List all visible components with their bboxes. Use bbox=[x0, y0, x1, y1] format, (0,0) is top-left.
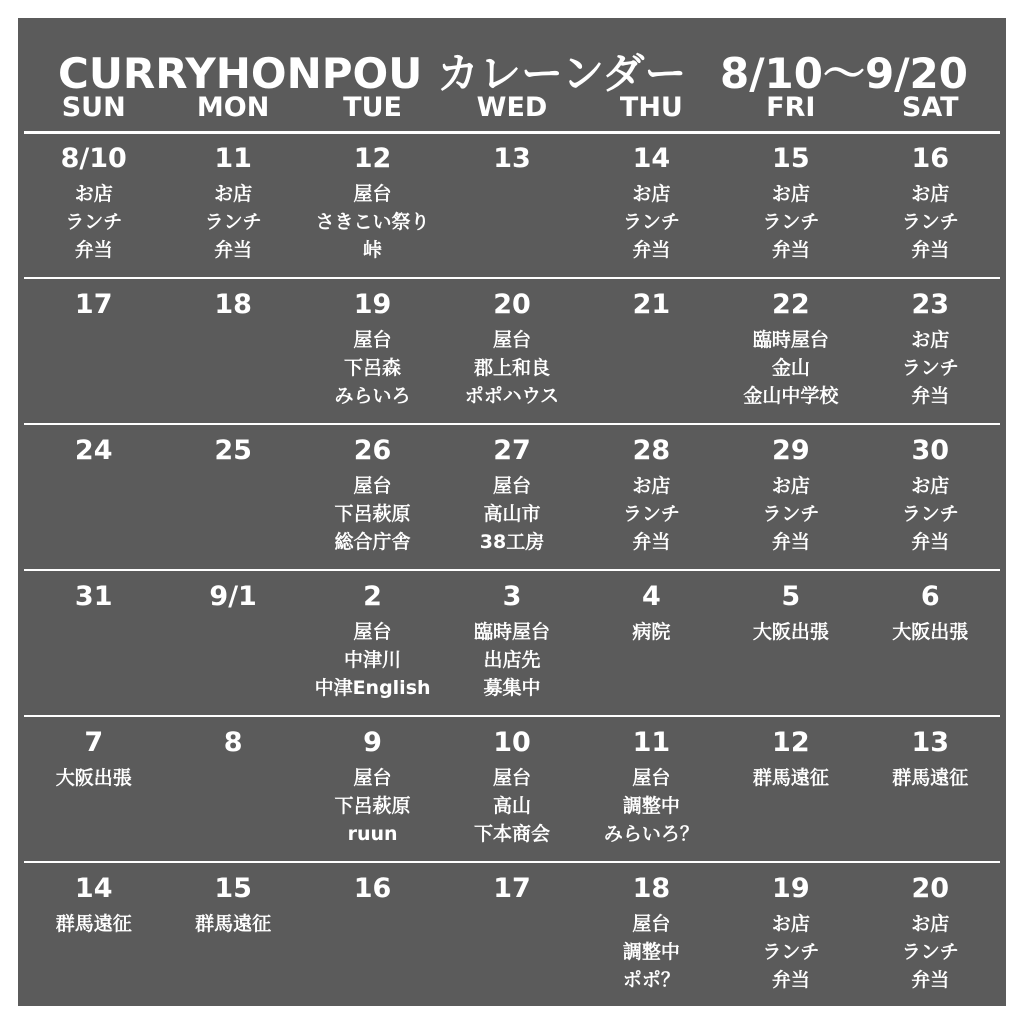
day-cell bbox=[303, 718, 442, 861]
day-date: 11 bbox=[632, 727, 671, 758]
day-date: 13 bbox=[911, 727, 950, 758]
day-date: 26 bbox=[353, 435, 392, 466]
day-event-line: ランチ bbox=[622, 503, 680, 525]
week-divider bbox=[24, 423, 1000, 425]
day-date: 18 bbox=[632, 873, 671, 904]
day-cell bbox=[163, 426, 302, 569]
day-cell bbox=[24, 426, 163, 569]
day-date: 20 bbox=[911, 873, 950, 904]
day-event-line: 下呂森 bbox=[344, 357, 402, 379]
day-event-line: 群馬遠征 bbox=[55, 913, 132, 935]
day-event-line: 弁当 bbox=[911, 385, 950, 407]
day-date: 15 bbox=[772, 143, 810, 174]
day-events bbox=[442, 618, 581, 702]
day-event-line: 弁当 bbox=[771, 239, 810, 261]
day-event-line: 臨時屋台 bbox=[473, 621, 550, 643]
day-date: 14 bbox=[632, 143, 671, 174]
day-cell bbox=[163, 718, 302, 861]
day-event-line: 中津English bbox=[314, 677, 431, 699]
day-events bbox=[721, 326, 860, 410]
day-cell bbox=[442, 864, 581, 1007]
day-cell bbox=[582, 864, 721, 1007]
day-events bbox=[721, 764, 860, 792]
day-date: 13 bbox=[493, 143, 531, 174]
week-divider bbox=[24, 861, 1000, 863]
day-date: 17 bbox=[493, 873, 531, 904]
day-event-line: 峠 bbox=[363, 239, 383, 261]
weekday-tue: TUE bbox=[343, 92, 402, 123]
weekday-wed: WED bbox=[476, 92, 548, 123]
day-cell bbox=[442, 280, 581, 423]
day-event-line: みらいろ？ bbox=[603, 823, 699, 845]
day-cell bbox=[582, 134, 721, 277]
calendar-board bbox=[18, 18, 1006, 1006]
day-cell bbox=[24, 864, 163, 1007]
day-event-line: ruun bbox=[347, 823, 398, 845]
day-date: 12 bbox=[353, 143, 392, 174]
day-event-line: 下呂萩原 bbox=[334, 795, 411, 817]
day-event-line: 中津川 bbox=[344, 649, 402, 671]
day-events bbox=[303, 326, 442, 410]
day-event-line: 募集中 bbox=[483, 677, 541, 699]
weekday-header-row bbox=[24, 88, 1000, 128]
day-events bbox=[582, 764, 721, 848]
day-events bbox=[861, 618, 1000, 646]
day-events bbox=[24, 910, 163, 938]
day-event-line: 屋台 bbox=[353, 621, 392, 643]
day-events bbox=[721, 618, 860, 646]
day-events bbox=[861, 910, 1000, 994]
day-events bbox=[721, 472, 860, 556]
day-event-line: 弁当 bbox=[771, 969, 810, 991]
weekday-thu: THU bbox=[619, 92, 683, 123]
day-event-line: 屋台 bbox=[632, 913, 671, 935]
day-events bbox=[721, 180, 860, 264]
day-event-line: 大阪出張 bbox=[55, 767, 132, 789]
week-row bbox=[24, 864, 1000, 1007]
day-cell bbox=[24, 134, 163, 277]
day-event-line: お店 bbox=[632, 183, 671, 205]
day-cell bbox=[442, 134, 581, 277]
day-events bbox=[163, 180, 302, 264]
week-row bbox=[24, 134, 1000, 277]
day-cell bbox=[861, 280, 1000, 423]
weekday-fri: FRI bbox=[766, 92, 816, 123]
day-cell bbox=[582, 426, 721, 569]
day-event-line: ランチ bbox=[762, 941, 820, 963]
day-event-line: 金山中学校 bbox=[743, 385, 839, 407]
day-event-line: ランチ bbox=[622, 211, 680, 233]
day-event-line: 弁当 bbox=[911, 531, 950, 553]
day-events bbox=[24, 764, 163, 792]
day-event-line: 屋台 bbox=[353, 767, 392, 789]
day-date: 5 bbox=[781, 581, 801, 612]
day-date: 24 bbox=[74, 435, 113, 466]
day-date: 8 bbox=[223, 727, 243, 758]
day-event-line: ランチ bbox=[901, 211, 959, 233]
day-date: 22 bbox=[772, 289, 810, 320]
week-row bbox=[24, 572, 1000, 715]
week-row bbox=[24, 426, 1000, 569]
day-date: 9/1 bbox=[209, 581, 257, 612]
day-date: 23 bbox=[911, 289, 950, 320]
day-event-line: お店 bbox=[771, 475, 810, 497]
day-date: 18 bbox=[214, 289, 252, 320]
day-event-line: 弁当 bbox=[214, 239, 253, 261]
day-event-line: 38工房 bbox=[479, 531, 545, 553]
day-cell bbox=[861, 864, 1000, 1007]
day-event-line: 郡上和良 bbox=[473, 357, 550, 379]
week-divider bbox=[24, 715, 1000, 717]
day-events bbox=[861, 326, 1000, 410]
day-cell bbox=[721, 572, 860, 715]
day-event-line: 弁当 bbox=[632, 239, 671, 261]
day-cell bbox=[303, 134, 442, 277]
day-cell bbox=[582, 718, 721, 861]
day-event-line: お店 bbox=[771, 913, 810, 935]
day-event-line: 弁当 bbox=[632, 531, 671, 553]
day-event-line: 調整中 bbox=[622, 941, 680, 963]
day-event-line: 屋台 bbox=[353, 329, 392, 351]
day-event-line: ランチ bbox=[204, 211, 262, 233]
day-cell bbox=[861, 134, 1000, 277]
day-event-line: 群馬遠征 bbox=[752, 767, 829, 789]
day-event-line: 屋台 bbox=[632, 767, 671, 789]
week-divider bbox=[24, 277, 1000, 279]
day-date: 28 bbox=[632, 435, 671, 466]
day-cell bbox=[861, 572, 1000, 715]
day-event-line: 群馬遠征 bbox=[892, 767, 969, 789]
day-event-line: お店 bbox=[214, 183, 253, 205]
day-event-line: お店 bbox=[911, 913, 950, 935]
day-date: 11 bbox=[214, 143, 252, 174]
day-events bbox=[582, 910, 721, 994]
day-cell bbox=[721, 426, 860, 569]
day-events bbox=[163, 910, 302, 938]
day-events bbox=[861, 180, 1000, 264]
day-events bbox=[442, 764, 581, 848]
day-event-line: 群馬遠征 bbox=[195, 913, 272, 935]
calendar-title-name: CURRYHONPOU カレーンダー bbox=[58, 49, 687, 98]
weekday-mon: MON bbox=[196, 92, 270, 123]
day-date: 30 bbox=[911, 435, 950, 466]
day-date: 16 bbox=[911, 143, 950, 174]
day-cell bbox=[303, 572, 442, 715]
day-date: 14 bbox=[74, 873, 113, 904]
day-date: 15 bbox=[214, 873, 252, 904]
day-event-line: 大阪出張 bbox=[752, 621, 829, 643]
day-cell bbox=[163, 280, 302, 423]
day-date: 25 bbox=[214, 435, 252, 466]
day-cell bbox=[582, 572, 721, 715]
day-date: 7 bbox=[84, 727, 104, 758]
week-row bbox=[24, 280, 1000, 423]
day-date: 21 bbox=[632, 289, 671, 320]
day-event-line: ランチ bbox=[762, 211, 820, 233]
day-date: 8/10 bbox=[60, 143, 127, 174]
day-cell bbox=[303, 280, 442, 423]
day-cell bbox=[163, 864, 302, 1007]
day-event-line: ポポ？ bbox=[622, 969, 680, 991]
day-cell bbox=[861, 426, 1000, 569]
day-date: 3 bbox=[502, 581, 522, 612]
day-event-line: お店 bbox=[911, 475, 950, 497]
day-date: 16 bbox=[353, 873, 392, 904]
day-event-line: 屋台 bbox=[492, 329, 531, 351]
day-event-line: 病院 bbox=[632, 621, 671, 643]
day-event-line: 弁当 bbox=[911, 239, 950, 261]
day-cell bbox=[721, 280, 860, 423]
day-event-line: 高山市 bbox=[483, 503, 541, 525]
day-event-line: 屋台 bbox=[353, 183, 392, 205]
day-cell bbox=[721, 864, 860, 1007]
day-event-line: 屋台 bbox=[492, 767, 531, 789]
day-cell bbox=[442, 718, 581, 861]
day-cell bbox=[303, 864, 442, 1007]
day-event-line: ランチ bbox=[901, 357, 959, 379]
day-date: 9 bbox=[363, 727, 382, 758]
day-cell bbox=[721, 718, 860, 861]
day-event-line: お店 bbox=[74, 183, 113, 205]
day-event-line: 金山 bbox=[771, 357, 810, 379]
week-divider bbox=[24, 569, 1000, 571]
day-cell bbox=[861, 718, 1000, 861]
day-cell bbox=[721, 134, 860, 277]
day-events bbox=[303, 764, 442, 848]
day-date: 31 bbox=[74, 581, 113, 612]
day-events bbox=[303, 180, 442, 264]
day-event-line: ランチ bbox=[901, 503, 959, 525]
calendar-title-range: 8/10〜9/20 bbox=[719, 49, 968, 98]
day-event-line: 大阪出張 bbox=[892, 621, 969, 643]
day-event-line: さきこい祭り bbox=[315, 211, 430, 233]
day-event-line: 屋台 bbox=[492, 475, 531, 497]
day-event-line: 下呂萩原 bbox=[334, 503, 411, 525]
day-cell bbox=[163, 572, 302, 715]
day-events bbox=[861, 472, 1000, 556]
day-cell bbox=[303, 426, 442, 569]
day-events bbox=[303, 618, 442, 702]
day-events bbox=[861, 764, 1000, 792]
day-cell bbox=[163, 134, 302, 277]
day-date: 20 bbox=[493, 289, 531, 320]
day-date: 19 bbox=[353, 289, 392, 320]
day-events bbox=[442, 472, 581, 556]
day-event-line: 屋台 bbox=[353, 475, 392, 497]
day-events bbox=[24, 180, 163, 264]
day-event-line: 総合庁舎 bbox=[334, 531, 411, 553]
day-event-line: 調整中 bbox=[622, 795, 680, 817]
day-events bbox=[582, 618, 721, 646]
day-date: 27 bbox=[493, 435, 531, 466]
day-event-line: ランチ bbox=[901, 941, 959, 963]
day-cell bbox=[24, 718, 163, 861]
day-event-line: お店 bbox=[632, 475, 671, 497]
day-events bbox=[721, 910, 860, 994]
day-date: 10 bbox=[493, 727, 531, 758]
day-cell bbox=[582, 280, 721, 423]
day-event-line: ランチ bbox=[762, 503, 820, 525]
day-event-line: 出店先 bbox=[483, 649, 541, 671]
day-events bbox=[442, 326, 581, 410]
day-cell bbox=[442, 426, 581, 569]
day-event-line: 高山 bbox=[492, 795, 531, 817]
day-event-line: 弁当 bbox=[911, 969, 950, 991]
day-date: 29 bbox=[772, 435, 810, 466]
day-cell bbox=[24, 572, 163, 715]
day-event-line: 弁当 bbox=[771, 531, 810, 553]
day-date: 4 bbox=[642, 581, 661, 612]
day-events bbox=[582, 180, 721, 264]
weekday-sun: SUN bbox=[61, 92, 126, 123]
day-events bbox=[582, 472, 721, 556]
day-event-line: お店 bbox=[911, 329, 950, 351]
day-date: 6 bbox=[920, 581, 940, 612]
day-date: 12 bbox=[772, 727, 810, 758]
day-cell bbox=[24, 280, 163, 423]
week-row bbox=[24, 718, 1000, 861]
day-event-line: 下本商会 bbox=[473, 823, 550, 845]
day-event-line: ランチ bbox=[65, 211, 123, 233]
day-event-line: 弁当 bbox=[74, 239, 113, 261]
day-event-line: お店 bbox=[771, 183, 810, 205]
day-date: 17 bbox=[74, 289, 113, 320]
day-date: 2 bbox=[363, 581, 382, 612]
day-date: 19 bbox=[772, 873, 810, 904]
day-event-line: お店 bbox=[911, 183, 950, 205]
weekday-sat: SAT bbox=[901, 92, 959, 123]
day-events bbox=[303, 472, 442, 556]
day-event-line: みらいろ bbox=[334, 385, 411, 407]
day-cell bbox=[442, 572, 581, 715]
day-event-line: ポポハウス bbox=[464, 385, 560, 407]
day-event-line: 臨時屋台 bbox=[752, 329, 829, 351]
